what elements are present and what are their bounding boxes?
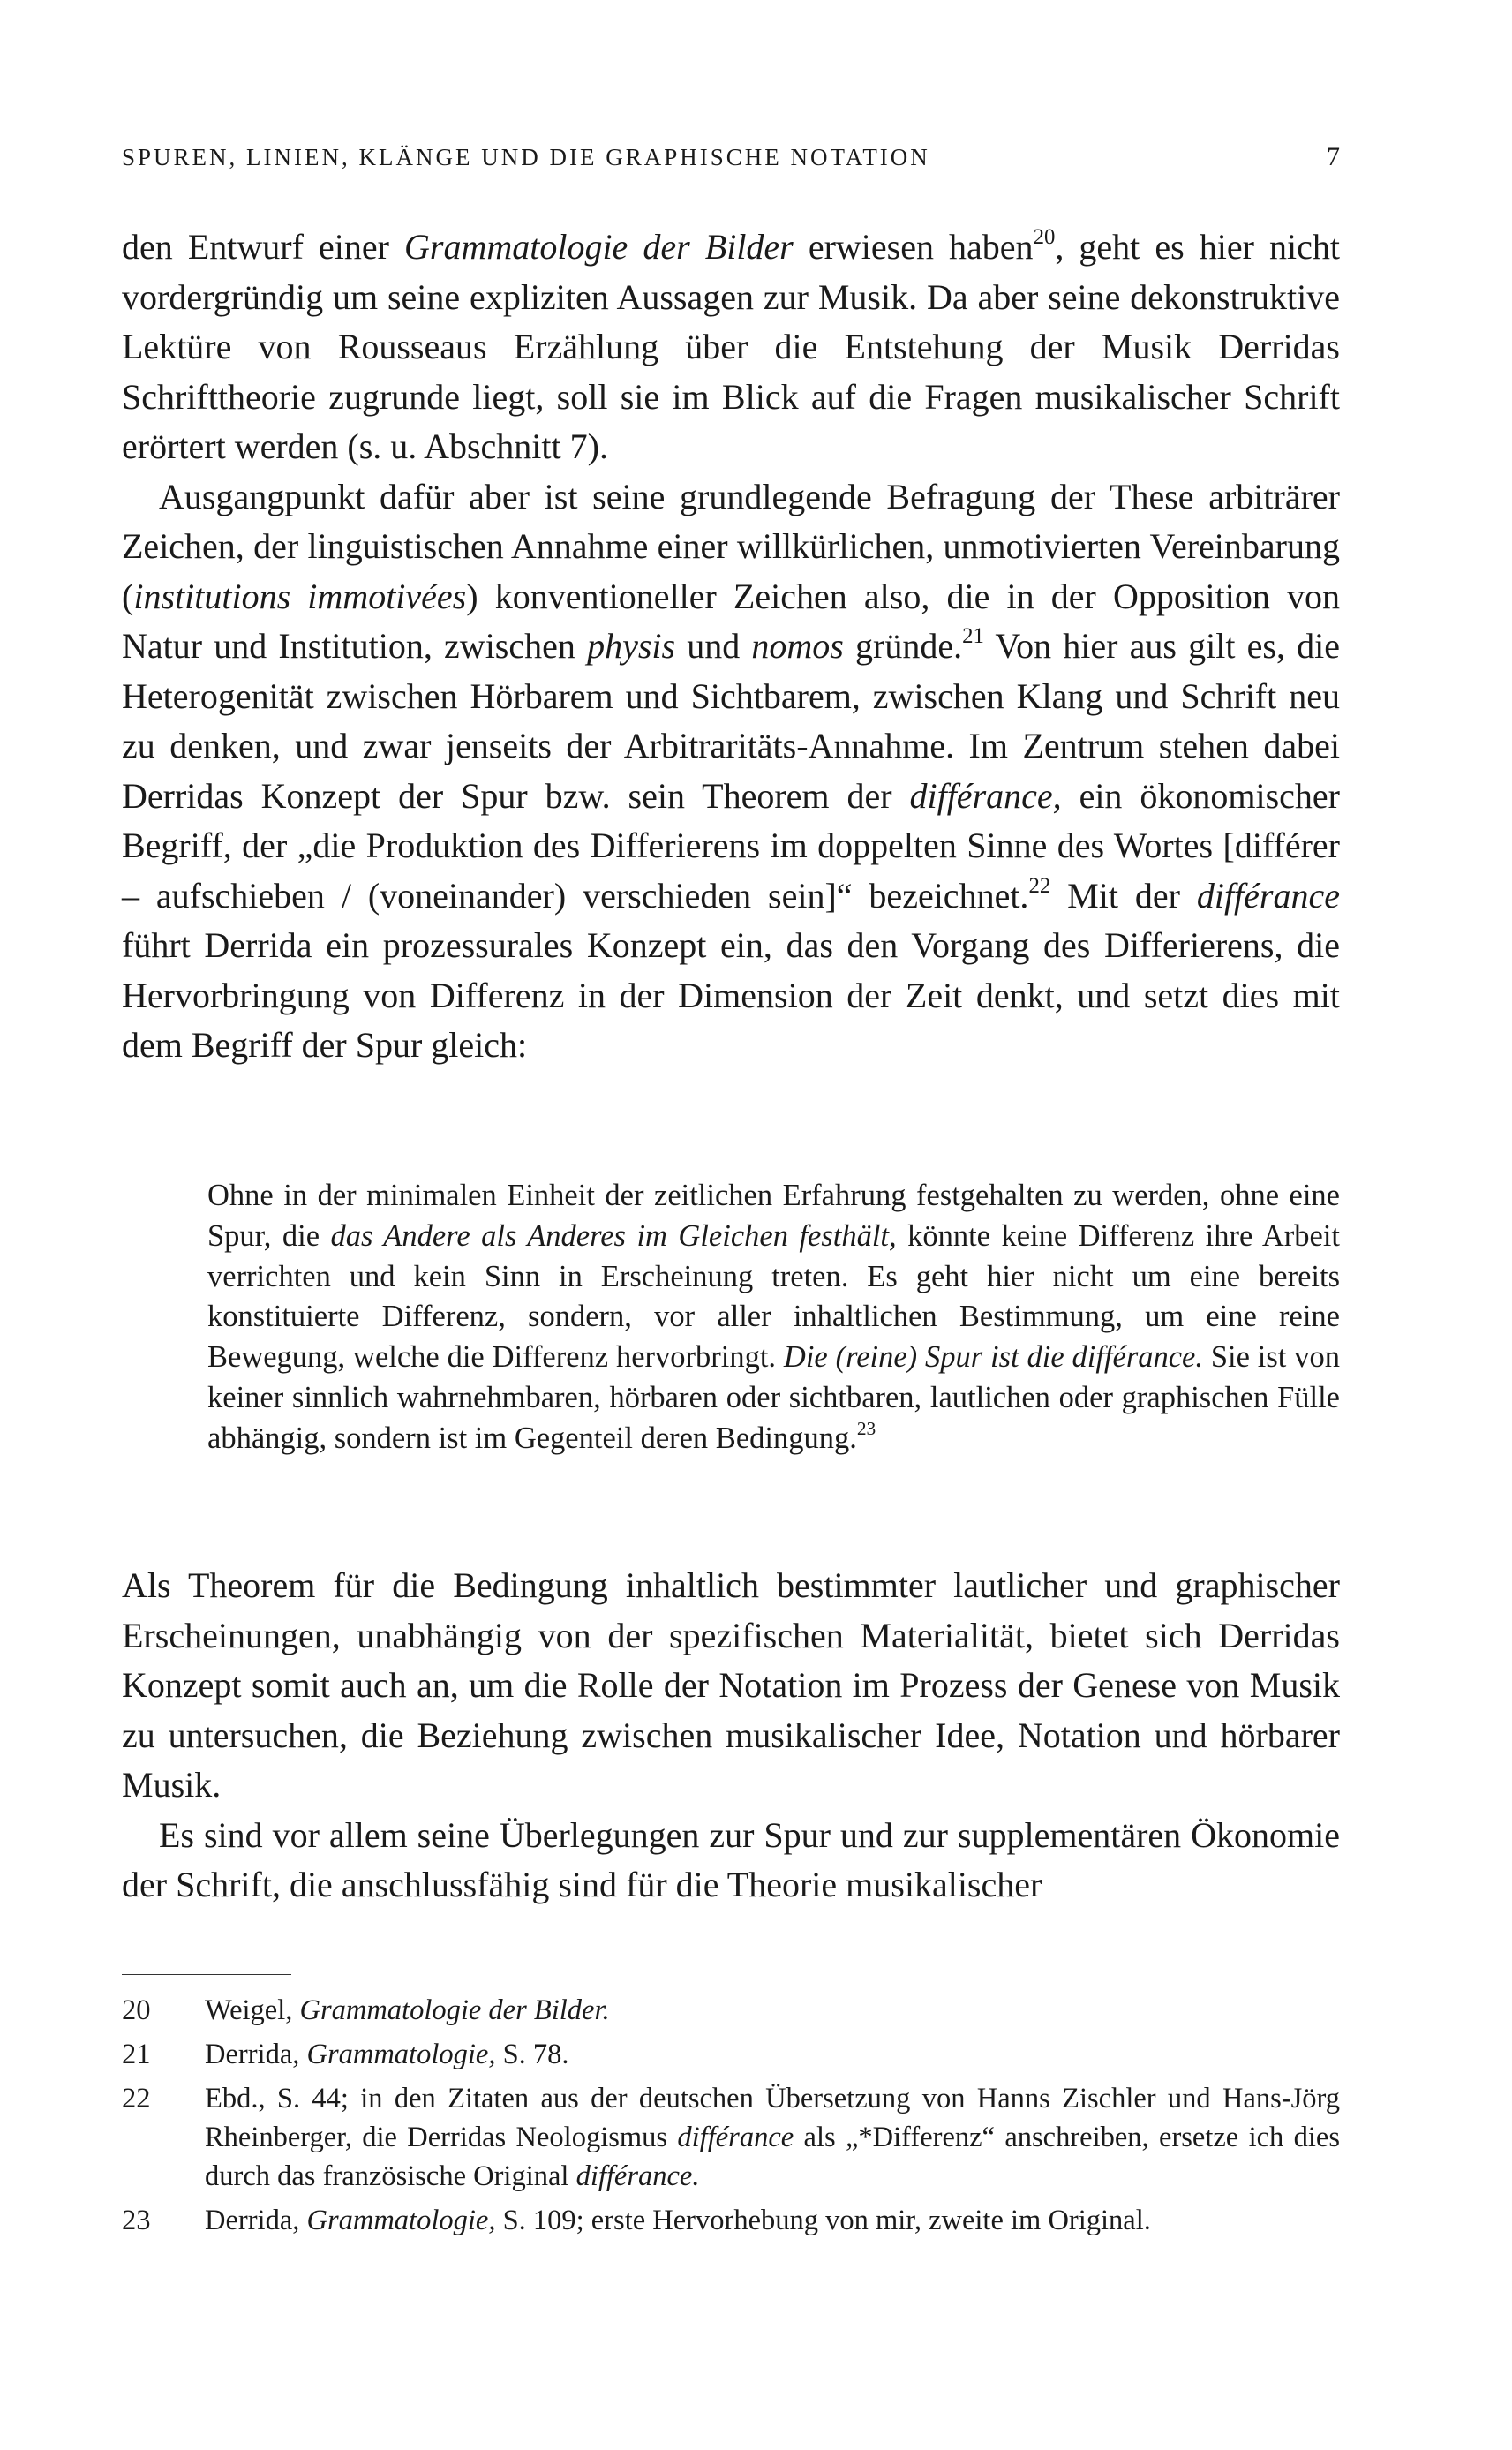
footnotes: [122, 1991, 1340, 2245]
italic-run: Die (reine) Spur ist die différance.: [783, 1340, 1203, 1375]
text-run: gründe.: [843, 626, 963, 666]
text-run: und: [675, 626, 752, 666]
text-run: S. 109; erste Hervorhebung von mir, zweite im Original.: [495, 2205, 1151, 2236]
footnote-ref-23[interactable]: 23: [856, 1418, 876, 1440]
italic-run: physis: [587, 626, 676, 666]
text-run: Derrida,: [205, 2039, 307, 2070]
paragraph-4: Es sind vor allem seine Überlegungen zur Spur und zur supplementären Ökonomie der Schrift, die anschlussfähig sind für die Theorie musikalischer: [122, 1814, 1340, 1904]
text-run: erwiesen haben: [793, 227, 1034, 267]
footnote-21: [122, 2035, 1340, 2074]
text-run: Sie ist von keiner sinnlich wahrnehmbaren, hörbaren oder sichtbaren, lautlichen oder graphischen Fülle abhängig, sondern ist im Gegenteil deren Bedingung.: [207, 1340, 1340, 1455]
footnote-ref-22[interactable]: 22: [1028, 873, 1051, 898]
italic-run: institutions immotivées: [133, 576, 467, 616]
footnote-divider: [122, 1974, 291, 1975]
running-header-title: SPUREN, LINIEN, KLÄNGE UND DIE GRAPHISCHE NOTATION: [122, 144, 930, 170]
paragraph-3: Als Theorem für die Bedingung inhaltlich bestimmter lautlicher und graphischer Erscheinungen, unabhängig von der spezifischen Materialität, bietet sich Derridas Konzept somit auch an, um die Rolle der Notation im Prozess der Genese von Musik zu untersuchen, die Beziehung zwischen musikalischer Idee, Notation und hörbarer Musik.: [122, 1565, 1340, 1805]
italic-run: différance.: [575, 2160, 700, 2192]
text-run: könnte keine Differenz ihre Arbeit verrichten und kein Sinn in Erscheinung treten. Es geht hier nicht um eine bereits konstituierte Differenz, sondern, vor aller inhaltlichen Bestimmung, um eine reine Bewegung, welche die Differenz hervorbringt.: [207, 1218, 1340, 1375]
italic-run: Grammatologie,: [306, 2205, 496, 2236]
footnote-23: [122, 2201, 1340, 2240]
italic-run: différance: [677, 2122, 794, 2153]
paragraph-1: [122, 222, 1340, 472]
block-quote: [207, 1176, 1340, 1459]
italic-run: Grammatologie,: [306, 2039, 496, 2070]
main-text: [122, 222, 1340, 1071]
paragraph-2: [122, 472, 1340, 1071]
text-run: ein ökonomischer Begriff, der „die Produktion des Differierens im doppelten Sinne des Wortes [différer – aufschieben / (voneinander) verschieden sein]“ bezeichnet.: [122, 775, 1340, 916]
footnote-ref-20[interactable]: 20: [1033, 225, 1056, 250]
italic-run: nomos: [751, 626, 844, 666]
text-run: führt Derrida ein prozessurales Konzept ein, das den Vorgang des Differierens, die Hervorbringung von Differenz in der Dimension der Zeit denkt, und setzt dies mit dem Begriff der Spur gleich:: [122, 925, 1340, 1065]
text-run: , geht es hier nicht vordergründig um seine expliziten Aussagen zur Musik. Da aber seine dekonstruktive Lektüre von Rousseaus Erzählung über die Entstehung der Musik Derridas Schrifttheorie zugrunde liegt, soll sie im Blick auf die Fragen musikalischer Schrift erörtert werden (s. u. Abschnitt 7).: [122, 227, 1340, 466]
italic-run: différance,: [909, 775, 1062, 816]
footnote-number: 22: [122, 2083, 151, 2115]
footnote-number: 23: [122, 2205, 151, 2236]
text-run: den Entwurf einer: [122, 227, 404, 267]
footnote-ref-21[interactable]: 21: [962, 624, 984, 649]
text-run: Mit der: [1050, 875, 1197, 916]
text-run: Derrida,: [205, 2205, 307, 2236]
text-run: ) konventioneller Zeichen also, die in der Opposition von Natur und Institution, zwischen: [122, 576, 1340, 666]
text-run: Ausgangpunkt dafür aber ist seine grundlegende Befragung der These arbiträrer Zeichen, der linguistischen Annahme einer willkürlichen, unmotivierten Vereinbarung (: [122, 476, 1340, 616]
italic-run: Grammatologie der Bilder: [403, 227, 794, 267]
text-run: S. 78.: [495, 2039, 569, 2070]
italic-run: Grammatologie der Bilder.: [299, 1994, 610, 2026]
main-text-continued: [122, 1561, 1340, 1911]
footnote-number: 20: [122, 1994, 151, 2026]
footnote-number: 21: [122, 2039, 151, 2070]
text-run: Weigel,: [205, 1994, 300, 2026]
text-run: Ebd., S. 44; in den Zitaten aus der deutschen Übersetzung von Hanns Zischler und Hans-Jörg Rheinberger, die Derridas Neologismus: [205, 2083, 1340, 2153]
footnote-20: [122, 1991, 1340, 2030]
page-number: 7: [1327, 142, 1340, 171]
italic-run: différance: [1196, 875, 1340, 916]
footnote-22: [122, 2079, 1340, 2196]
text-run: Von hier aus gilt es, die Heterogenität zwischen Hörbarem und Sichtbarem, zwischen Klang und Schrift neu zu denken, und zwar jenseits der Arbitraritäts-Annahme. Im Zentrum stehen dabei Derridas Konzept der Spur bzw. sein Theorem der: [122, 626, 1341, 816]
running-header: [122, 139, 1340, 175]
quote-text: [207, 1176, 1340, 1459]
italic-run: das Andere als Anderes im Gleichen festhält,: [330, 1218, 897, 1253]
text-run: Ohne in der minimalen Einheit der zeitlichen Erfahrung festgehalten zu werden, ohne eine Spur, die: [207, 1179, 1340, 1253]
text-run: als „*Differenz“ anschreiben, ersetze ich dies durch das französische Original: [205, 2122, 1340, 2192]
